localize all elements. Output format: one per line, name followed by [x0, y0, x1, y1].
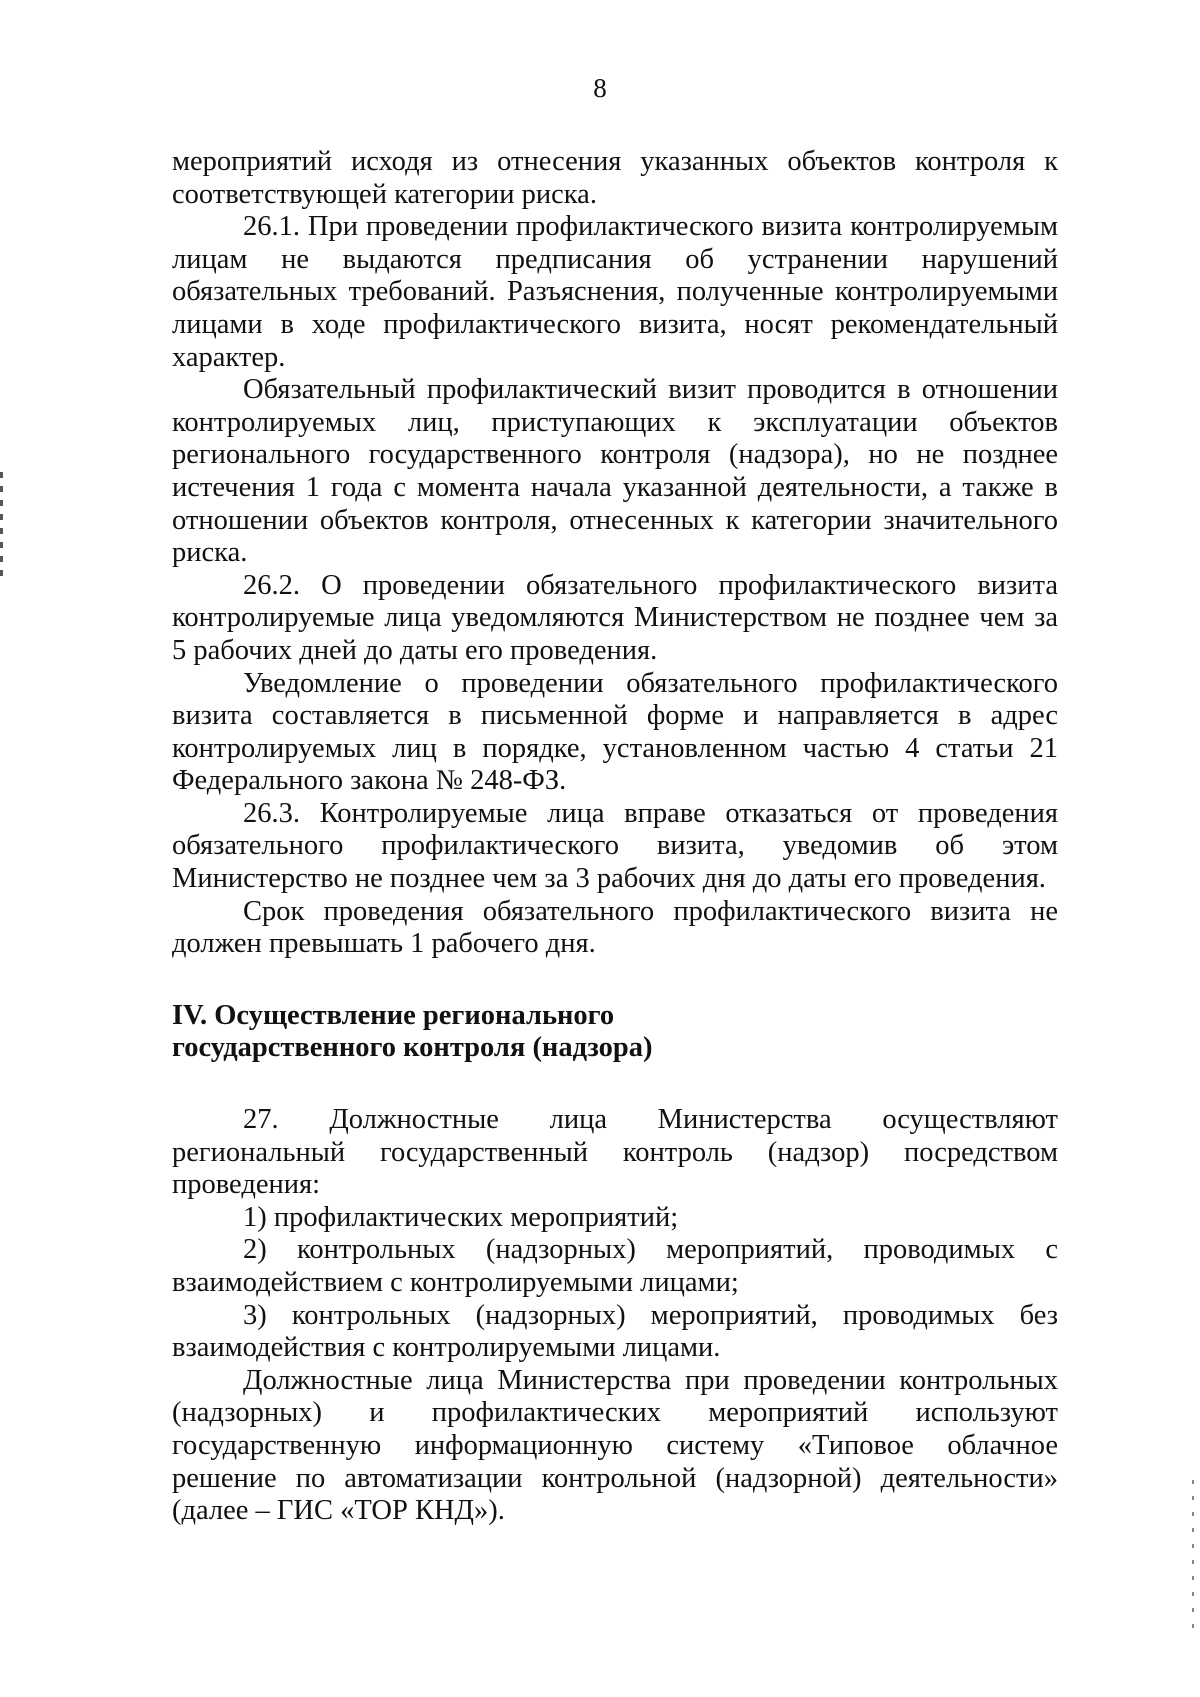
paragraph: Обязательный профилактический визит проводится в отношении контролируемых лиц, приступающих к эксплуатации объектов регионального государственного контроля (надзора), но не позднее истечения 1 года с момента начала указанной деятельности, а также в отношении объектов контроля, отнесенных к категории значительного риска.: [172, 374, 1058, 569]
section-heading: [172, 1000, 1058, 1065]
scan-margin-mark-right: [1192, 1480, 1194, 1640]
paragraphs-after-heading: [172, 1104, 1058, 1528]
paragraph: Уведомление о проведении обязательного профилактического визита составляется в письменной форме и направляется в адрес контролируемых лиц в порядке, установленном частью 4 статьи 21 Федерального закона № 248-ФЗ.: [172, 667, 1058, 797]
paragraph-27: 27. Должностные лица Министерства осуществляют региональный государственный контроль (надзор) посредством проведения:: [172, 1104, 1058, 1201]
paragraphs-before-heading: [172, 146, 1058, 961]
paragraph-26-3: 26.3. Контролируемые лица вправе отказаться от проведения обязательного профилактического визита, уведомив об этом Министерство не позднее чем за 3 рабочих дня до даты его проведения.: [172, 797, 1058, 895]
scan-margin-mark: [0, 472, 3, 582]
list-item-2: 2) контрольных (надзорных) мероприятий, проводимых с взаимодействием с контролируемыми лицами;: [172, 1234, 1058, 1298]
paragraph: мероприятий исходя из отнесения указанных объектов контроля к соответствующей категории риска.: [172, 146, 1058, 210]
list-item-1: 1) профилактических мероприятий;: [243, 1201, 679, 1233]
paragraph: Должностные лица Министерства при проведении контрольных (надзорных) и профилактических мероприятий используют государственную информационную систему «Типовое облачное решение по автоматизации контрольной (надзорной) деятельности» (далее – ГИС «ТОР КНД»).: [172, 1364, 1058, 1527]
paragraph-26-2: 26.2. О проведении обязательного профилактического визита контролируемые лица уведомляются Министерством не позднее чем за 5 рабочих дней до даты его проведения.: [172, 569, 1058, 666]
paragraph: Срок проведения обязательного профилактического визита не должен превышать 1 рабочего дня.: [172, 895, 1058, 960]
document-body: [172, 146, 1058, 1528]
list-item-3: 3) контрольных (надзорных) мероприятий, проводимых без взаимодействия с контролируемыми лицами.: [172, 1299, 1058, 1364]
page-number: 8: [593, 73, 607, 103]
paragraph-26-1: 26.1. При проведении профилактического визита контролируемым лицам не выдаются предписания об устранении нарушений обязательных требований. Разъяснения, полученные контролируемыми лицами в ходе профилактического визита, носят рекомендательный характер.: [172, 211, 1058, 373]
section-heading-line-2: государственного контроля (надзора): [172, 1032, 653, 1064]
section-heading-line-1: IV. Осуществление регионального: [172, 999, 615, 1031]
